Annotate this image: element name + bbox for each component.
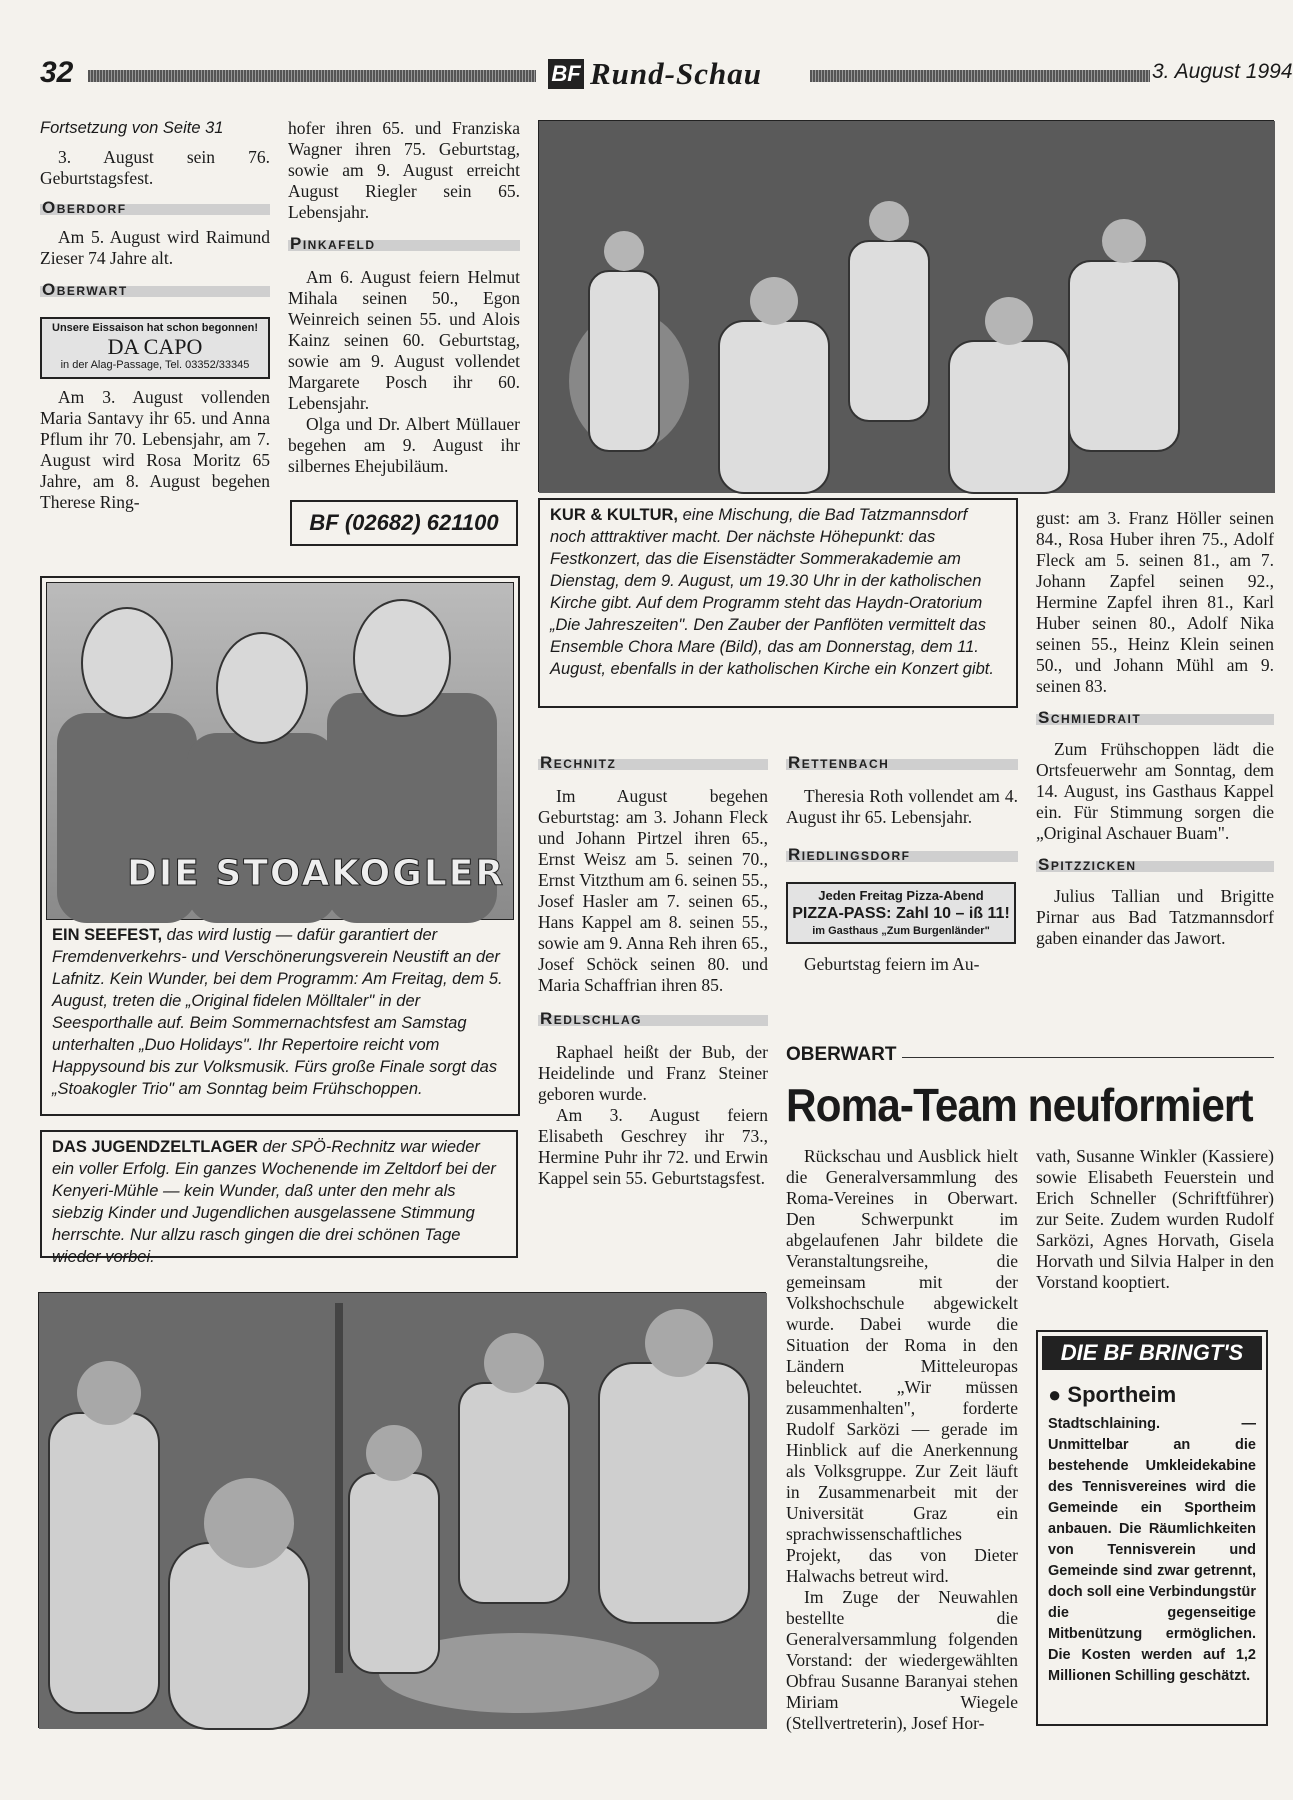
heading-oberwart: Oberwart — [40, 277, 270, 305]
dacapo-ad-line3: in der Alag-Passage, Tel. 03352/33345 — [60, 359, 250, 371]
column-rettenbach — [786, 750, 1018, 975]
jugend-lead: DAS JUGENDZELTLAGER — [52, 1138, 258, 1156]
roma-column-2 — [1036, 1146, 1274, 1293]
page-date: 3. August 1994 — [1152, 60, 1293, 83]
dacapo-ad-line1: Unsere Eissaison hat schon begonnen! — [52, 322, 258, 334]
column-rechnitz — [538, 750, 768, 1189]
heading-schmiedrait: Schmiedrait — [1036, 705, 1274, 733]
phone-box — [290, 500, 518, 546]
heading-riedlingsdorf: Riedlingsdorf — [786, 842, 1018, 870]
pizza-ad-line3: im Gasthaus „Zum Burgenländer" — [812, 925, 990, 937]
redlschlag-text-2: Am 3. August feiern Elisabeth Geschrey ihr 73., Hermine Puhr ihr 72. und Erwin Kappel sein 55. Geburtstagsfest. — [538, 1105, 768, 1188]
oberwart-text: Am 3. August vollenden Maria Santavy ihr 65. und Anna Pflum ihr 70. Lebensjahr, am 7. August wird Rosa Moritz 65 Jahre, am 8. August begehen Therese Ring- — [40, 387, 270, 512]
camp-photo — [38, 1292, 766, 1728]
band-photo-illustration — [539, 121, 1275, 493]
roma-text-2: Im Zuge der Neuwahlen bestellte die Generalversammlung folgenden Vorstand: der wiedergewählten Obfrau Susanne Baranyai stehen Miriam Wiegele (Stellvertreterin), Josef Hor- — [786, 1587, 1018, 1733]
bf-bringts-banner: DIE BF BRINGT'S — [1042, 1336, 1262, 1370]
kur-kultur-text: eine Mischung, die Bad Tatzmannsdorf noch atttraktiver macht. Der nächste Höhepunkt: das Festkonzert, das die Eisenstädter Sommerakademie am Dienstag, dem 9. August, um 19.30 Uhr in der katholischen Kirche gibt. Auf dem Programm steht das Haydn-Oratorium „Die Jahreszeiten". Den Zauber der Panflöten vermittelt das Ensemble Chora Mare (Bild), das am Donnerstag, dem 11. August, ebenfalls in der katholischen Kirche ein Konzert gibt. — [550, 506, 994, 678]
roma-column-1 — [786, 1146, 1018, 1734]
right-column — [1036, 508, 1274, 949]
pizza-ad-line2: PIZZA-PASS: Zahl 10 – iß 11! — [792, 905, 1010, 922]
kur-kultur-caption — [538, 498, 1018, 708]
jugend-caption — [40, 1130, 518, 1266]
sportheim-title-row — [1038, 1374, 1266, 1410]
spitzzicken-text: Julius Tallian und Brigitte Pirnar aus Bad Tatzmannsdorf gaben einander das Jawort. — [1036, 886, 1274, 948]
col2-intro: hofer ihren 65. und Franziska Wagner ihren 75. Geburtstag, sowie am 9. August erreicht August Riegler sein 65. Lebensjahr. — [288, 118, 520, 222]
schmiedrait-text: Zum Frühschoppen lädt die Ortsfeuerwehr am Sonntag, dem 14. August, ins Gasthaus Kappel ein. Für Stimmung sorgen die „Original Aschauer Buam". — [1036, 739, 1274, 843]
roma-headline: Roma-Team neuformiert — [786, 1079, 1253, 1131]
page-number: 32 — [40, 56, 74, 89]
rettenbach-text: Theresia Roth vollendet am 4. August ihr 65. Lebensjahr. — [786, 786, 1018, 827]
section-title: Rund-Schau — [590, 56, 762, 91]
roma-text-3: vath, Susanne Winkler (Kassiere) sowie Elisabeth Feuerstein und Erich Schneller (Schriftführer) zur Seite. Zudem wurden Rudolf Sarközi, Agnes Horvath, Gisela Horvath und Silvia Halper in den Vorstand kooptiert. — [1036, 1146, 1274, 1292]
pizza-ad — [786, 882, 1016, 944]
dacapo-ad-name: DA CAPO — [107, 334, 203, 359]
roma-text-1: Rückschau und Ausblick hielt die Generalversammlung des Roma-Vereines in Oberwart. Den Schwerpunkt im abgelaufenen Jahr bildete die Veranstaltungsreihe, die gemeinsam mit der Volkshochschule abgewickelt wurde. Dabei wurde die Situation der Roma in den Ländern Mitteleuropas beleuchtet. „Wir müssen zusammenhalten", forderte Rudolf Sarközi — gerade im Hinblick auf die Anerkennung als Volksgruppe. Zur Zeit läuft in Zusammenarbeit mit der Universität Graz ein sprachwissenschaftliches Projekt, das von Dieter Halwachs betreut wird. — [786, 1146, 1018, 1586]
header-rule-right — [810, 70, 1150, 82]
sportheim-text: Stadtschlaining. — Unmittelbar an die bestehende Umkleidekabine des Tennisvereines wird die Gemeinde ein Sportheim anbauen. Die Räumlichkeiten von Tennisverein und Gemeinde sind zwar getrennt, doch soll eine Verbindungstür die gegenseitige Mitbenützung ermöglichen. Die Kosten werden auf 1,2 Millionen Schilling geschätzt. — [1048, 1416, 1256, 1684]
band-photo — [538, 120, 1274, 492]
dacapo-ad — [40, 317, 270, 379]
pizza-ad-line1: Jeden Freitag Pizza-Abend — [818, 888, 984, 903]
column-2 — [288, 118, 520, 477]
heading-rettenbach: Rettenbach — [786, 750, 1018, 778]
heading-oberdorf: Oberdorf — [40, 195, 270, 223]
sportheim-title: Sportheim — [1067, 1382, 1177, 1407]
bullet-icon: ● — [1048, 1382, 1062, 1407]
right-col-intro: gust: am 3. Franz Höller seinen 84., Rosa Huber ihren 75., Adolf Fleck am 5. seinen 81., am 7. Johann Zapfel seinen 92., Hermine Zapfel ihren 81., Karl Huber seinen 80., Adolf Nika seinen 55., Heinz Klein seinen 50., und Johann Mühl am 9. seinen 83. — [1036, 508, 1274, 696]
heading-redlschlag: Redlschlag — [538, 1006, 768, 1034]
kur-kultur-lead: KUR & KULTUR, — [550, 506, 679, 524]
camp-photo-illustration — [39, 1293, 767, 1729]
stoakogler-box — [40, 576, 520, 1116]
rechnitz-text: Im August begehen Geburtstag: am 3. Johann Fleck und Johann Pirtzel ihren 65., Ernst Weisz am 5. seinen 70., Ernst Vitzthum am 6. seinen 55., Josef Hasler am 7. seinen 65., Hans Kappel am 8. seinen 55., sowie am 9. Anna Reh ihren 65., Josef Schöck seinen 80. und Maria Schaffrian ihren 85. — [538, 786, 768, 995]
heading-rechnitz: Rechnitz — [538, 750, 768, 778]
header-rule-left — [88, 70, 536, 82]
bf-logo: BF — [548, 59, 584, 89]
heading-pinkafeld: Pinkafeld — [288, 231, 520, 259]
continued-note: Fortsetzung von Seite 31 — [40, 119, 224, 137]
stoakogler-lead: EIN SEEFEST, — [52, 926, 163, 944]
roma-kicker-row — [786, 1044, 1274, 1072]
column-1 — [40, 118, 270, 513]
bf-bringts-box — [1036, 1330, 1268, 1726]
stoakogler-photo — [46, 582, 514, 920]
riedlingsdorf-text: Geburtstag feiern im Au- — [804, 954, 980, 974]
stoakogler-logo-text: DIE STOAKOGLER — [127, 853, 506, 894]
redlschlag-text-1: Raphael heißt der Bub, der Heidelinde und Franz Steiner geboren wurde. — [538, 1042, 768, 1104]
oberdorf-text: Am 5. August wird Raimund Zieser 74 Jahre alt. — [40, 227, 270, 268]
col1-intro: 3. August sein 76. Geburtstagsfest. — [40, 147, 270, 188]
roma-kicker: OBERWART — [786, 1044, 902, 1065]
phone-number: BF (02682) 621100 — [309, 510, 499, 535]
jugend-text: der SPÖ-Rechnitz war wieder ein voller Erfolg. Ein ganzes Wochenende im Zeltdorf bei der Kenyeri-Mühle — kein Wunder, daß unter den mehr als siebzig Kinder und Jugendlichen ausgelassene Stimmung herrschte. Nur allzu rasch gingen die drei schönen Tage wieder vorbei. — [52, 1138, 496, 1266]
stoakogler-caption — [52, 924, 508, 1100]
heading-spitzzicken: Spitzzicken — [1036, 852, 1274, 880]
pinkafeld-text-2: Olga und Dr. Albert Müllauer begehen am 9. August ihr silbernes Ehejubiläum. — [288, 414, 520, 476]
page-header — [40, 56, 1293, 96]
pinkafeld-text-1: Am 6. August feiern Helmut Mihala seinen 50., Egon Weinreich seinen 55. und Alois Kainz seinen 60. Geburtstag, sowie am 9. August vollendet Margarete Posch ihr 60. Lebensjahr. — [288, 267, 520, 413]
stoakogler-text: das wird lustig — dafür garantiert der Fremdenverkehrs- und Verschönerungsverein Neustift an der Lafnitz. Kein Wunder, bei dem Programm: Am Freitag, dem 5. August, treten die „Original fidelen Mölltaler" in der Seesporthalle auf. Beim Sommernachtsfest am Samstag unterhalten „Duo Holidays". Ihr Repertoire reicht vom Happysound bis zur Volksmusik. Fürs große Finale sorgt das „Stoakogler Trio" am Sonntag beim Frühschoppen. — [52, 926, 503, 1098]
